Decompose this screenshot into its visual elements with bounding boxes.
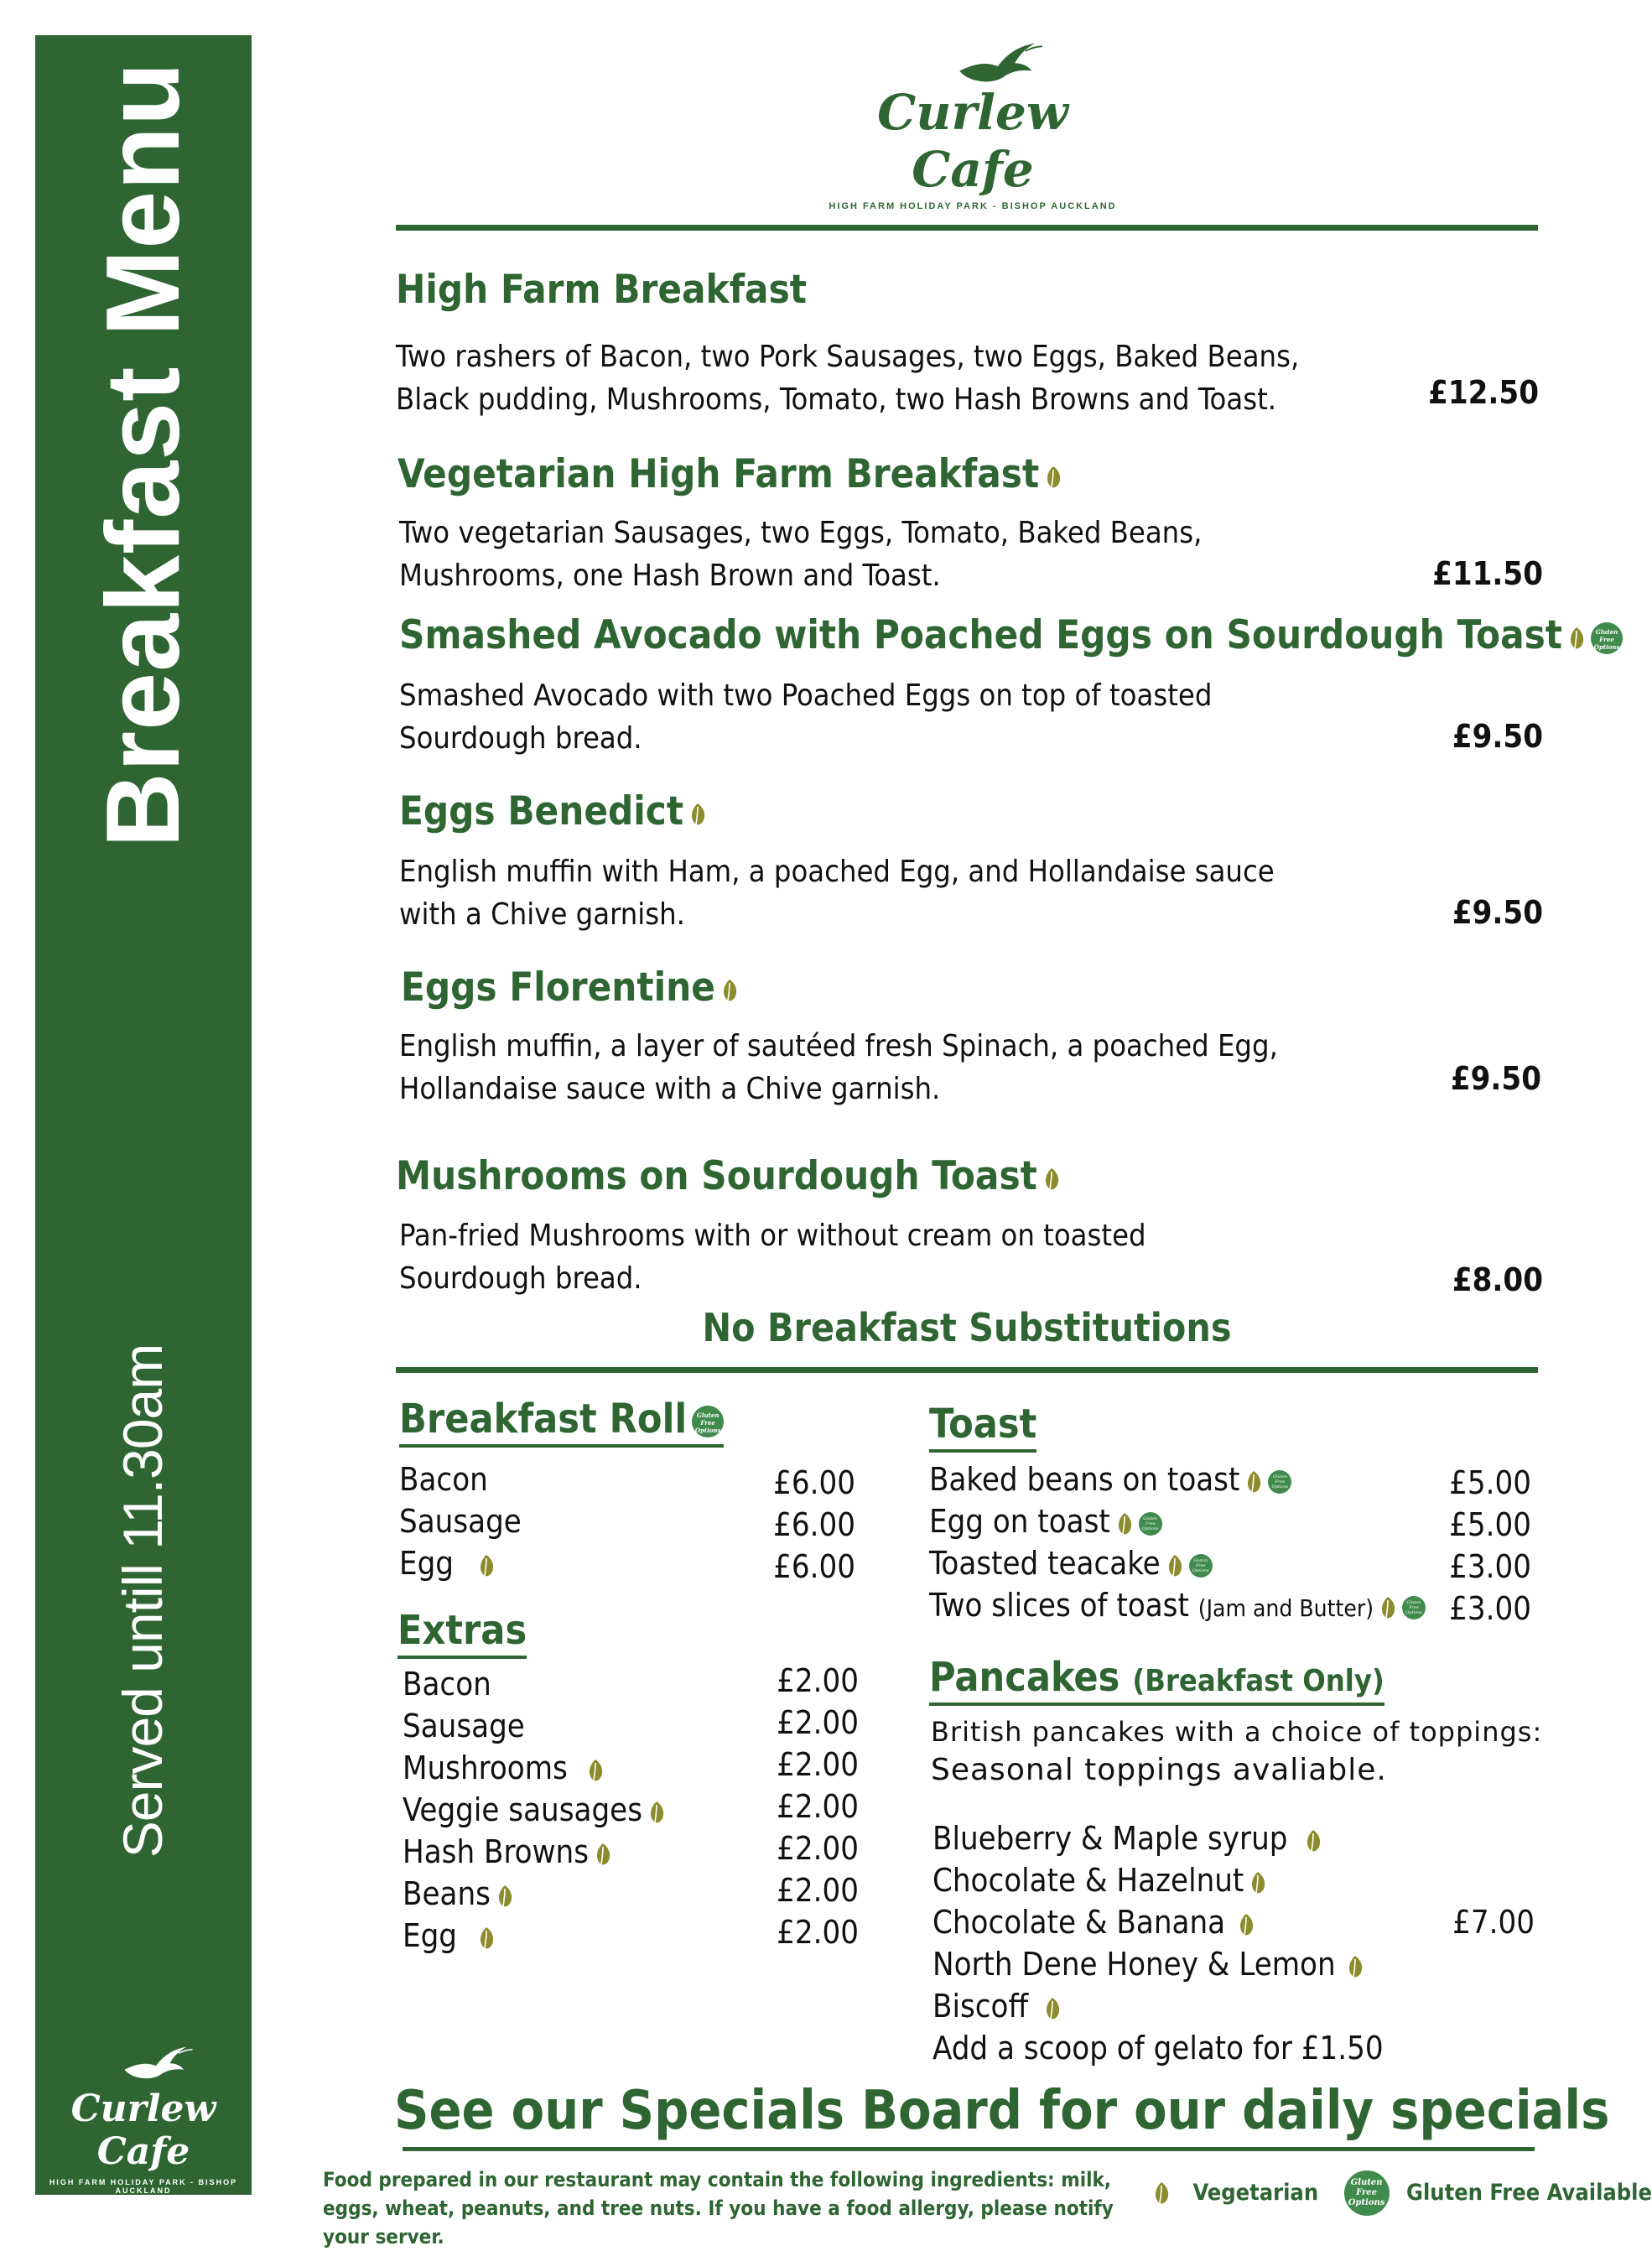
item-price-florentine: £9.50 [1450, 1060, 1541, 1097]
vegetarian-leaf-icon [1304, 1828, 1322, 1853]
item-title-high-farm: High Farm Breakfast [396, 267, 807, 313]
vegetarian-leaf-icon [477, 1926, 496, 1951]
list-price: £2.00 [777, 1872, 859, 1909]
vegetarian-leaf-icon [1044, 465, 1062, 490]
list-price: £2.00 [777, 1746, 859, 1783]
vegetarian-leaf-icon [1115, 1511, 1134, 1536]
list-price: £2.00 [777, 1662, 859, 1699]
vegetarian-leaf-icon [1346, 1954, 1364, 1979]
item-title-avocado: Smashed Avocado with Poached Eggs on Sourdough Toast Gluten Free Options [399, 612, 1623, 658]
vegetarian-leaf-icon [647, 1800, 666, 1825]
item-price-vegetarian: £11.50 [1432, 555, 1543, 592]
pancakes-desc: British pancakes with a choice of toppings: [931, 1716, 1543, 1748]
list-item: Egg on toast Gluten Free Options [929, 1503, 1162, 1540]
vegetarian-leaf-icon [496, 1884, 514, 1909]
list-item: Egg [399, 1545, 496, 1582]
vegetarian-leaf-icon [1166, 1553, 1184, 1578]
pancakes-seasonal: Seasonal toppings avaliable. [931, 1753, 1387, 1787]
item-title-benedict: Eggs Benedict [399, 788, 707, 834]
vegetarian-leaf-icon [1042, 1167, 1061, 1192]
item-desc-avocado: Smashed Avocado with two Poached Eggs on top of toasted Sourdough bread. [399, 678, 1213, 756]
sidebar-logo-tagline: HIGH FARM HOLIDAY PARK - BISHOP AUCKLAND [49, 2178, 238, 2195]
vegetarian-leaf-icon [1152, 2181, 1171, 2206]
vegetarian-leaf-icon [1043, 1996, 1062, 2021]
item-title-vegetarian: Vegetarian High Farm Breakfast [397, 451, 1062, 497]
item-title-mushrooms: Mushrooms on Sourdough Toast [396, 1153, 1061, 1199]
specials-board-banner: See our Specials Board for our daily specials [394, 2080, 1610, 2142]
no-substitutions-note: No Breakfast Substitutions [702, 1305, 1232, 1350]
list-price: £2.00 [777, 1830, 859, 1867]
sidebar-title: Breakfast Menu [86, 61, 201, 848]
item-price-high-farm: £12.50 [1428, 374, 1539, 411]
item-desc-florentine: English muffin, a layer of sautéed fresh Spinach, a poached Egg, Hollandaise sauce with a Chive garnish. [399, 1029, 1278, 1106]
legend-gluten-free: Gluten Free Available [1406, 2179, 1652, 2206]
item-price-benedict: £9.50 [1452, 894, 1543, 931]
list-item: Two slices of toast (Jam and Butter) Gluten Free Options [929, 1587, 1426, 1624]
header-logo-name: Curlew Cafe [877, 84, 1068, 198]
item-desc-benedict: English muffin with Ham, a poached Egg, and Hollandaise sauce with a Chive garnish. [399, 855, 1275, 932]
list-price: £5.00 [1449, 1506, 1531, 1543]
vegetarian-leaf-icon [1237, 1912, 1255, 1937]
item-desc-mushrooms: Pan-fried Mushrooms with or without cream on toasted Sourdough bread. [399, 1219, 1146, 1296]
served-until-text: Served untill 11.30am [112, 1344, 174, 1859]
list-price: £3.00 [1449, 1548, 1531, 1585]
list-item: Veggie sausages [403, 1791, 666, 1828]
item-price-avocado: £9.50 [1452, 718, 1543, 755]
list-item: Bacon [403, 1666, 491, 1703]
gluten-free-icon: Gluten Free Options [1139, 1512, 1162, 1536]
sidebar-logo [35, 2044, 252, 2195]
section-title-breakfast-roll: Breakfast Roll Gluten Free Options [399, 1396, 724, 1448]
vegetarian-leaf-icon [1249, 1870, 1267, 1895]
list-item: Beans [403, 1875, 514, 1912]
curlew-bird-icon [118, 2044, 194, 2089]
list-item: North Dene Honey & Lemon [932, 1946, 1364, 1983]
item-title-florentine: Eggs Florentine [401, 964, 739, 1011]
sidebar [35, 35, 252, 2195]
list-item: Bacon [399, 1461, 488, 1498]
list-item: Hash Browns [403, 1833, 612, 1870]
vegetarian-leaf-icon [720, 978, 739, 1003]
pancakes-price: £7.00 [1452, 1904, 1535, 1941]
vegetarian-leaf-icon [688, 802, 707, 827]
list-price: £2.00 [777, 1704, 859, 1741]
gluten-free-icon: Gluten Free Options [1268, 1470, 1291, 1494]
list-item: Egg [403, 1917, 496, 1954]
allergy-notice: Food prepared in our restaurant may contain the following ingredients: milk, eggs, wheat, peanuts, and tree nuts. If you have a food allergy, please notify your server. [323, 2168, 1114, 2248]
list-item: Biscoff [932, 1988, 1062, 2025]
gluten-free-icon: Gluten Free Options [692, 1406, 724, 1437]
vegetarian-leaf-icon [477, 1553, 496, 1578]
gluten-free-icon: Gluten Free Options [1402, 1596, 1426, 1619]
vegetarian-leaf-icon [586, 1758, 605, 1783]
list-item: Baked beans on toast Gluten Free Options [929, 1461, 1291, 1498]
gluten-free-icon: Gluten Free Options [1189, 1554, 1213, 1578]
section-divider [396, 1367, 1538, 1373]
section-title-toast: Toast [929, 1401, 1036, 1453]
header-logo [822, 40, 1124, 211]
list-price: £2.00 [777, 1914, 859, 1951]
header-divider [396, 225, 1538, 231]
list-item: Add a scoop of gelato for £1.50 [932, 2030, 1384, 2066]
vegetarian-leaf-icon [594, 1842, 612, 1867]
list-item: Toasted teacake Gluten Free Options [929, 1545, 1213, 1582]
gluten-free-icon: Gluten Free Options [1344, 2170, 1390, 2216]
list-price: £5.00 [1449, 1464, 1531, 1501]
item-desc-vegetarian: Two vegetarian Sausages, two Eggs, Tomato, Baked Beans, Mushrooms, one Hash Brown and Toast. [399, 516, 1203, 593]
section-title-pancakes: Pancakes (Breakfast Only) [929, 1654, 1384, 1706]
list-item: Blueberry & Maple syrup [932, 1820, 1322, 1857]
section-title-extras: Extras [397, 1607, 527, 1659]
list-price: £3.00 [1449, 1590, 1531, 1627]
gluten-free-icon: Gluten Free Options [1591, 622, 1623, 654]
legend [1147, 2170, 1652, 2216]
list-item: Sausage [403, 1708, 525, 1744]
header-logo-tagline: HIGH FARM HOLIDAY PARK - BISHOP AUCKLAND [829, 201, 1117, 211]
legend-vegetarian: Vegetarian [1192, 2179, 1319, 2206]
list-price: £6.00 [773, 1464, 855, 1501]
item-desc-high-farm: Two rashers of Bacon, two Pork Sausages, two Eggs, Baked Beans, Black pudding, Mushrooms, Tomato, two Hash Browns and Toast. [396, 340, 1300, 417]
sidebar-logo-name: Curlew Cafe [70, 2087, 216, 2173]
vegetarian-leaf-icon [1379, 1595, 1397, 1620]
list-price: £6.00 [773, 1548, 855, 1585]
list-item: Chocolate & Hazelnut [932, 1862, 1267, 1899]
list-item: Mushrooms [403, 1749, 605, 1786]
list-item: Sausage [399, 1503, 522, 1540]
list-price: £6.00 [773, 1506, 855, 1543]
list-price: £2.00 [777, 1788, 859, 1825]
list-item: Chocolate & Banana [932, 1904, 1255, 1941]
item-price-mushrooms: £8.00 [1452, 1261, 1543, 1298]
vegetarian-leaf-icon [1244, 1469, 1263, 1495]
footer-divider [403, 2147, 1535, 2151]
vegetarian-leaf-icon [1567, 626, 1586, 651]
